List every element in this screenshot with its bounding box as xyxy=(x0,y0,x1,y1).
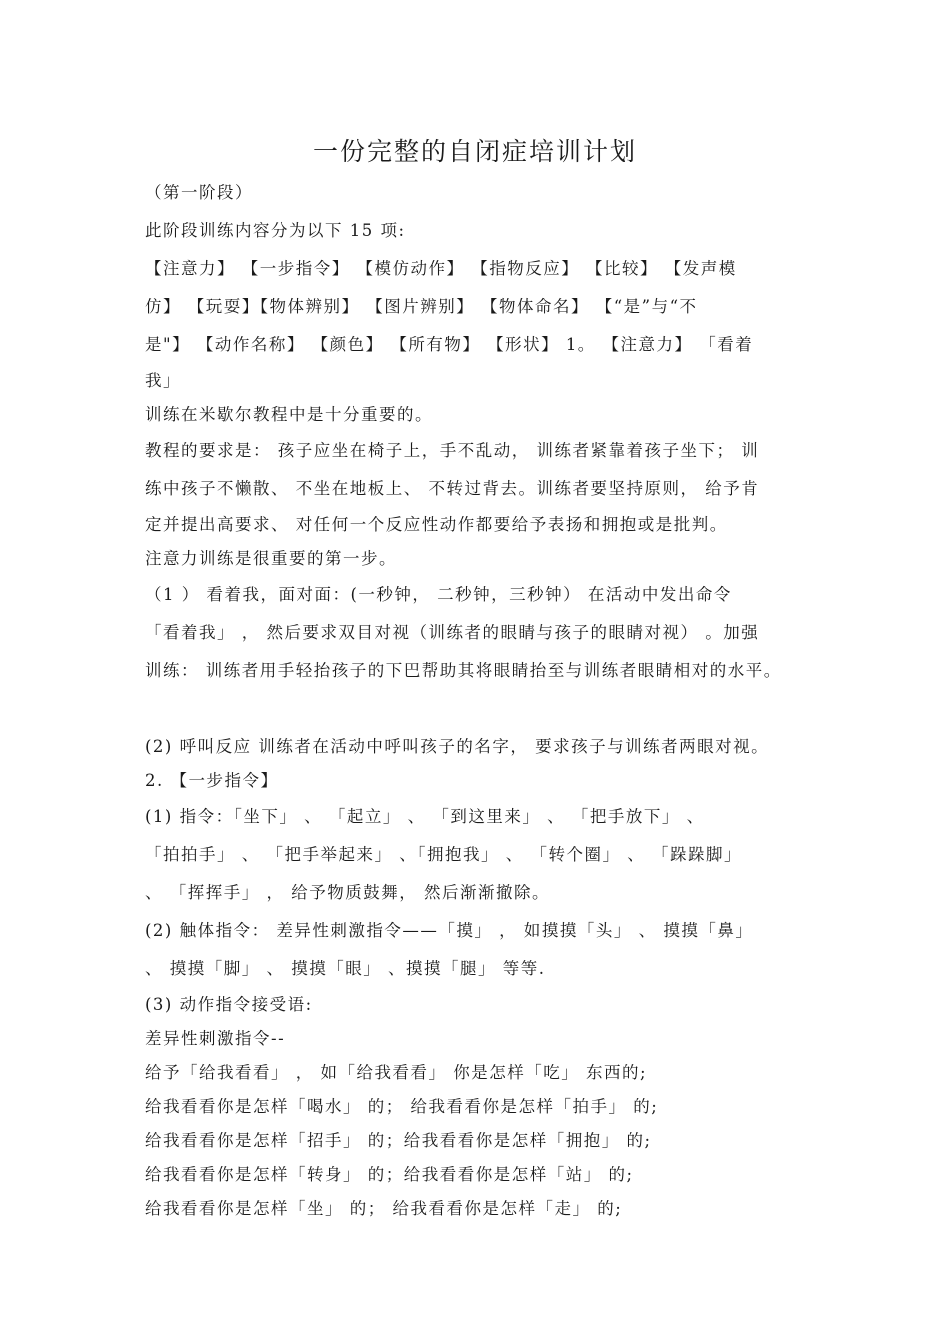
section-heading: 2. 【一步指令】 xyxy=(145,771,279,790)
paragraph-line: (3) 动作指令接受语: xyxy=(145,995,313,1014)
paragraph-line: 差异性刺激指令-- xyxy=(145,1029,286,1048)
paragraph-line: (2) 触体指令： 差异性刺激指令——「摸」 ， 如摸摸「头」 、 摸摸「鼻」 xyxy=(145,921,754,940)
paragraph-line: 【注意力】 【一步指令】 【模仿动作】 【指物反应】 【比较】 【发声模 xyxy=(145,259,737,278)
paragraph-line: 「拍拍手」 、 「把手举起来」 、「拥抱我」 、 「转个圈」 、 「跺跺脚」 xyxy=(145,845,742,864)
paragraph-line: 训练在米歇尔教程中是十分重要的。 xyxy=(145,405,433,424)
paragraph-line: 是"】 【动作名称】 【颜色】 【所有物】 【形状】 1。 【注意力】 「看着 xyxy=(145,335,754,354)
paragraph-line: 给我看看你是怎样「喝水」 的； 给我看看你是怎样「拍手」 的; xyxy=(145,1097,659,1116)
paragraph-line: 练中孩子不懒散、 不坐在地板上、 不转过背去。训练者要坚持原则， 给予肯 xyxy=(145,479,760,498)
paragraph-line: (2) 呼叫反应 训练者在活动中呼叫孩子的名字， 要求孩子与训练者两眼对视。 xyxy=(145,737,770,756)
paragraph-line: 注意力训练是很重要的第一步。 xyxy=(145,549,397,568)
paragraph-spacer xyxy=(145,690,835,730)
paragraph-line: 仿】 【玩耍】【物体辨别】 【图片辨别】 【物体命名】 【“是”与“不 xyxy=(145,297,698,316)
document-body xyxy=(145,174,835,1226)
paragraph-line: 、 「挥挥手」 ， 给予物质鼓舞， 然后渐渐撤除。 xyxy=(145,883,550,902)
paragraph-line: 定并提出高要求、 对任何一个反应性动作都要给予表扬和拥抱或是批判。 xyxy=(145,515,728,534)
paragraph-line: 此阶段训练内容分为以下 15 项: xyxy=(145,221,406,240)
paragraph-line: 给我看看你是怎样「招手」 的；给我看看你是怎样「拥抱」 的; xyxy=(145,1131,652,1150)
paragraph-line: 给我看看你是怎样「坐」 的； 给我看看你是怎样「走」 的; xyxy=(145,1199,623,1218)
paragraph-line: 「看着我」 ， 然后要求双目对视（训练者的眼睛与孩子的眼睛对视） 。加强 xyxy=(145,623,760,642)
paragraph-line: (1) 指令：「坐下」 、 「起立」 、 「到这里来」 、 「把手放下」 、 xyxy=(145,807,705,826)
section-stage-label: （第一阶段） xyxy=(145,183,253,202)
paragraph-line: 我」 xyxy=(145,371,181,390)
paragraph-line: 、 摸摸「脚」 、 摸摸「眼」 、摸摸「腿」 等等. xyxy=(145,959,546,978)
paragraph-line: 训练： 训练者用手轻抬孩子的下巴帮助其将眼睛抬至与训练者眼睛相对的水平。 xyxy=(145,661,782,680)
paragraph-line: 教程的要求是： 孩子应坐在椅子上，手不乱动， 训练者紧靠着孩子坐下； 训 xyxy=(145,441,760,460)
paragraph-line: （1 ） 看着我，面对面：(一秒钟， 二秒钟，三秒钟） 在活动中发出命令 xyxy=(145,585,732,604)
paragraph-line: 给我看看你是怎样「转身」 的；给我看看你是怎样「站」 的; xyxy=(145,1165,634,1184)
document-title: 一份完整的自闭症培训计划 xyxy=(312,137,637,166)
paragraph-line: 给予「给我看看」 ， 如「给我看看」 你是怎样「吃」 东西的; xyxy=(145,1063,648,1082)
